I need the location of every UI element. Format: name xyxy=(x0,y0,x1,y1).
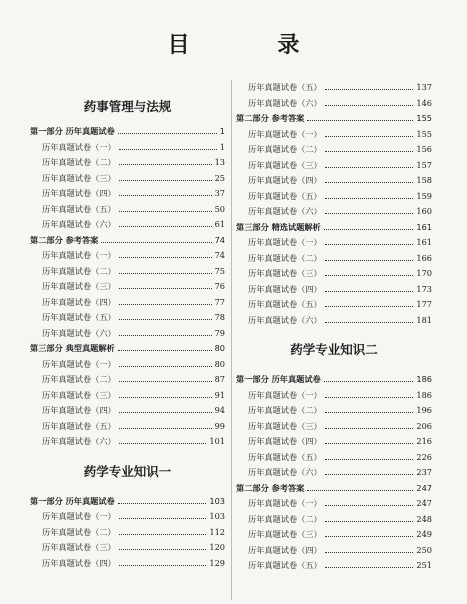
page-number: 37 xyxy=(214,188,225,198)
toc-item-entry[interactable] xyxy=(30,279,225,295)
page-number: 91 xyxy=(214,389,225,400)
entry-label: 历年真题试卷（五） xyxy=(248,451,322,462)
leader-dots xyxy=(119,155,212,165)
leader-dots xyxy=(119,202,212,212)
page-number: 226 xyxy=(416,451,432,462)
page-number: 80 xyxy=(214,358,225,369)
entry-label: 历年真题试卷（四） xyxy=(248,436,322,446)
entry-label: 第三部分 典型真题解析 xyxy=(30,343,115,353)
leader-dots xyxy=(119,171,212,181)
page-number: 159 xyxy=(416,190,432,201)
entry-label: 历年真题试卷（三） xyxy=(248,159,322,170)
page-number: 103 xyxy=(209,495,225,506)
entry-label: 第一部分 历年真题试卷 xyxy=(30,495,115,506)
leader-dots xyxy=(118,341,212,351)
leader-dots xyxy=(325,158,414,168)
entry-label: 历年真题试卷（四） xyxy=(42,405,116,415)
toc-item-entry[interactable] xyxy=(30,326,225,342)
toc-item-entry[interactable] xyxy=(236,189,432,205)
leader-dots xyxy=(119,186,212,196)
toc-item-entry[interactable] xyxy=(30,357,225,373)
leader-dots xyxy=(325,450,414,460)
toc-part-entry[interactable] xyxy=(236,111,432,127)
entry-label: 历年真题试卷（六） xyxy=(42,436,116,446)
toc-item-entry[interactable] xyxy=(236,204,432,220)
toc-item-entry[interactable] xyxy=(30,419,225,435)
entry-label: 历年真题试卷（二） xyxy=(42,265,116,276)
entry-label: 第二部分 参考答案 xyxy=(236,482,305,493)
toc-part-entry[interactable] xyxy=(236,372,432,388)
entry-label: 历年真题试卷（四） xyxy=(42,296,116,307)
entry-label: 历年真题试卷（六） xyxy=(42,327,116,338)
entry-label: 历年真题试卷（四） xyxy=(248,175,322,185)
page-number: 74 xyxy=(214,250,225,260)
page-number: 74 xyxy=(214,234,225,245)
toc-item-entry[interactable] xyxy=(236,403,432,419)
entry-label: 历年真题试卷（一） xyxy=(248,237,322,247)
page-number: 158 xyxy=(416,175,432,185)
toc-item-entry[interactable] xyxy=(236,527,432,543)
leader-dots xyxy=(325,235,414,245)
leader-dots xyxy=(325,313,414,323)
leader-dots xyxy=(119,310,212,320)
toc-item-entry[interactable] xyxy=(236,266,432,282)
toc-item-entry[interactable] xyxy=(30,310,225,326)
leader-dots xyxy=(325,527,414,537)
page-number: 160 xyxy=(416,206,432,216)
leader-dots xyxy=(119,264,212,274)
leader-dots xyxy=(324,220,414,230)
toc-item-entry[interactable] xyxy=(236,282,432,298)
leader-dots xyxy=(325,127,414,137)
leader-dots xyxy=(325,251,414,261)
toc-item-entry[interactable] xyxy=(236,558,432,574)
entry-label: 历年真题试卷（五） xyxy=(248,560,322,570)
page-number: 112 xyxy=(209,526,225,537)
toc-item-entry[interactable] xyxy=(236,450,432,466)
entry-label: 历年真题试卷（六） xyxy=(248,314,322,325)
entry-label: 历年真题试卷（五） xyxy=(42,203,116,214)
leader-dots xyxy=(119,509,207,519)
page-number: 146 xyxy=(416,97,432,108)
leader-dots xyxy=(119,279,212,289)
page-number: 177 xyxy=(416,299,432,309)
section-title: 药事管理与法规 xyxy=(83,99,172,114)
toc-item-entry[interactable] xyxy=(30,264,225,280)
toc-item-entry[interactable] xyxy=(236,496,432,512)
leader-dots xyxy=(119,295,212,305)
page-number: 1 xyxy=(219,126,225,136)
page-number: 76 xyxy=(214,281,225,291)
entry-label: 历年真题试卷（三） xyxy=(42,389,116,400)
column-divider xyxy=(231,80,232,600)
leader-dots xyxy=(307,111,413,121)
toc-item-entry[interactable] xyxy=(236,142,432,158)
toc-item-entry[interactable] xyxy=(236,313,432,329)
page-number: 1 xyxy=(219,141,225,152)
page-number: 156 xyxy=(416,144,432,154)
toc-part-entry[interactable] xyxy=(30,124,225,140)
toc-item-entry[interactable] xyxy=(30,388,225,404)
toc-right-column xyxy=(236,80,432,574)
page-number: 77 xyxy=(214,296,225,307)
leader-dots xyxy=(325,465,414,475)
page-number: 157 xyxy=(416,159,432,170)
page-number: 186 xyxy=(416,374,432,384)
leader-dots xyxy=(101,233,211,243)
leader-dots xyxy=(325,434,414,444)
entry-label: 历年真题试卷（三） xyxy=(42,281,116,291)
page-number: 61 xyxy=(214,219,225,229)
toc-item-entry[interactable] xyxy=(236,158,432,174)
page-number: 248 xyxy=(416,513,432,524)
entry-label: 历年真题试卷（二） xyxy=(248,144,322,154)
entry-label: 历年真题试卷（二） xyxy=(248,405,322,415)
page-number: 78 xyxy=(214,312,225,322)
entry-label: 历年真题试卷（一） xyxy=(42,141,116,152)
leader-dots xyxy=(325,558,414,568)
toc-item-entry[interactable] xyxy=(236,512,432,528)
toc-part-entry[interactable] xyxy=(30,233,225,249)
toc-item-entry[interactable] xyxy=(30,434,225,450)
page-number: 170 xyxy=(416,268,432,278)
toc-item-entry[interactable] xyxy=(30,140,225,156)
entry-label: 第一部分 历年真题试卷 xyxy=(30,126,115,136)
entry-label: 第二部分 参考答案 xyxy=(236,113,305,123)
toc-item-entry[interactable] xyxy=(30,540,225,556)
page-number: 216 xyxy=(416,436,432,446)
leader-dots xyxy=(325,419,414,429)
entry-label: 历年真题试卷（三） xyxy=(248,268,322,278)
page-number: 120 xyxy=(209,542,225,552)
page-number: 103 xyxy=(209,511,225,521)
entry-label: 历年真题试卷（三） xyxy=(42,172,116,183)
page-number: 249 xyxy=(416,529,432,539)
page-number: 79 xyxy=(214,327,225,338)
entry-label: 历年真题试卷（六） xyxy=(248,467,322,477)
entry-label: 历年真题试卷（一） xyxy=(248,498,322,508)
leader-dots xyxy=(325,173,414,183)
entry-label: 历年真题试卷（五） xyxy=(248,190,322,201)
leader-dots xyxy=(119,357,212,367)
toc-item-entry[interactable] xyxy=(236,434,432,450)
page-number: 181 xyxy=(416,314,432,325)
page-number: 173 xyxy=(416,283,432,294)
page-number: 87 xyxy=(214,374,225,384)
leader-dots xyxy=(119,217,212,227)
entry-label: 历年真题试卷（五） xyxy=(248,82,322,92)
leader-dots xyxy=(325,496,414,506)
page-number: 101 xyxy=(209,436,225,446)
page-number: 166 xyxy=(416,252,432,263)
leader-dots xyxy=(325,142,414,152)
leader-dots xyxy=(118,124,217,134)
leader-dots xyxy=(325,297,414,307)
page-number: 80 xyxy=(214,343,225,353)
page-number: 50 xyxy=(214,203,225,214)
page-number: 99 xyxy=(214,420,225,431)
toc-item-entry[interactable] xyxy=(236,388,432,404)
section-title: 药学专业知识一 xyxy=(83,463,172,479)
toc-item-entry[interactable] xyxy=(236,297,432,313)
entry-label: 历年真题试卷（二） xyxy=(42,526,116,537)
toc-part-entry[interactable] xyxy=(30,341,225,357)
entry-label: 第一部分 历年真题试卷 xyxy=(236,374,321,384)
toc-item-entry[interactable] xyxy=(236,543,432,559)
leader-dots xyxy=(324,372,414,382)
entry-label: 历年真题试卷（一） xyxy=(42,511,116,521)
toc-item-entry[interactable] xyxy=(30,295,225,311)
page-number: 155 xyxy=(416,113,432,123)
toc-item-entry[interactable] xyxy=(30,171,225,187)
leader-dots xyxy=(119,525,207,535)
page-number: 155 xyxy=(416,128,432,139)
toc-item-entry[interactable] xyxy=(236,251,432,267)
toc-item-entry[interactable] xyxy=(30,372,225,388)
leader-dots xyxy=(119,556,207,566)
leader-dots xyxy=(119,140,217,150)
leader-dots xyxy=(119,403,212,413)
toc-item-entry[interactable] xyxy=(30,217,225,233)
entry-label: 历年真题试卷（一） xyxy=(42,358,116,369)
entry-label: 历年真题试卷（二） xyxy=(248,513,322,524)
page-number: 137 xyxy=(416,82,432,92)
leader-dots xyxy=(325,189,414,199)
leader-dots xyxy=(119,388,212,398)
leader-dots xyxy=(119,248,212,258)
leader-dots xyxy=(325,204,414,214)
entry-label: 历年真题试卷（二） xyxy=(248,252,322,263)
leader-dots xyxy=(325,543,414,553)
entry-label: 历年真题试卷（三） xyxy=(248,529,322,539)
leader-dots xyxy=(119,372,212,382)
entry-label: 历年真题试卷（六） xyxy=(248,97,322,108)
leader-dots xyxy=(325,403,414,413)
toc-item-entry[interactable] xyxy=(30,248,225,264)
toc-part-entry[interactable] xyxy=(236,481,432,497)
entry-label: 历年真题试卷（三） xyxy=(42,542,116,552)
leader-dots xyxy=(307,481,413,491)
toc-item-entry[interactable] xyxy=(30,202,225,218)
toc-item-entry[interactable] xyxy=(236,235,432,251)
page-number: 247 xyxy=(416,498,432,508)
page-number: 75 xyxy=(214,265,225,276)
toc-part-entry[interactable] xyxy=(236,220,432,236)
leader-dots xyxy=(325,96,414,106)
page-number: 161 xyxy=(416,221,432,232)
toc-item-entry[interactable] xyxy=(30,509,225,525)
page-number: 94 xyxy=(214,405,225,415)
page-number: 237 xyxy=(416,467,432,477)
entry-label: 历年真题试卷（六） xyxy=(42,219,116,229)
entry-label: 历年真题试卷（四） xyxy=(42,188,116,198)
page-title: 目 录 xyxy=(167,33,340,58)
page-number: 206 xyxy=(416,420,432,431)
entry-label: 历年真题试卷（三） xyxy=(248,420,322,431)
page-number: 247 xyxy=(416,482,432,493)
entry-label: 历年真题试卷（四） xyxy=(42,557,116,568)
leader-dots xyxy=(119,419,212,429)
entry-label: 历年真题试卷（五） xyxy=(42,420,116,431)
entry-label: 历年真题试卷（一） xyxy=(248,128,322,139)
entry-label: 历年真题试卷（四） xyxy=(248,544,322,555)
entry-label: 历年真题试卷（一） xyxy=(42,250,116,260)
page-number: 186 xyxy=(416,389,432,400)
section-title: 药学专业知识二 xyxy=(290,342,378,357)
leader-dots xyxy=(119,540,207,550)
leader-dots xyxy=(325,282,414,292)
page-number: 13 xyxy=(214,157,225,167)
toc-item-entry[interactable] xyxy=(30,155,225,171)
leader-dots xyxy=(119,434,207,444)
entry-label: 历年真题试卷（四） xyxy=(248,283,322,294)
entry-label: 第三部分 精选试题解析 xyxy=(236,221,321,232)
toc-item-entry[interactable] xyxy=(30,186,225,202)
leader-dots xyxy=(118,494,207,504)
toc-part-entry[interactable] xyxy=(30,494,225,510)
toc-item-entry[interactable] xyxy=(236,80,432,96)
entry-label: 历年真题试卷（二） xyxy=(42,157,116,167)
entry-label: 历年真题试卷（二） xyxy=(42,374,116,384)
leader-dots xyxy=(325,266,414,276)
page-number: 129 xyxy=(209,557,225,568)
page-number: 25 xyxy=(214,172,225,183)
toc-item-entry[interactable] xyxy=(30,525,225,541)
toc-left-column xyxy=(30,90,225,571)
leader-dots xyxy=(325,80,414,90)
entry-label: 历年真题试卷（五） xyxy=(248,299,322,309)
page-number: 196 xyxy=(416,405,432,415)
toc-item-entry[interactable] xyxy=(30,556,225,572)
page-number: 161 xyxy=(416,237,432,247)
page-number: 250 xyxy=(416,544,432,555)
toc-item-entry[interactable] xyxy=(236,465,432,481)
toc-item-entry[interactable] xyxy=(236,173,432,189)
toc-item-entry[interactable] xyxy=(236,127,432,143)
leader-dots xyxy=(325,388,414,398)
toc-item-entry[interactable] xyxy=(30,403,225,419)
leader-dots xyxy=(325,512,414,522)
entry-label: 历年真题试卷（五） xyxy=(42,312,116,322)
toc-item-entry[interactable] xyxy=(236,96,432,112)
entry-label: 第二部分 参考答案 xyxy=(30,234,99,245)
entry-label: 历年真题试卷（一） xyxy=(248,389,322,400)
toc-item-entry[interactable] xyxy=(236,419,432,435)
page-number: 251 xyxy=(416,560,432,570)
leader-dots xyxy=(119,326,212,336)
entry-label: 历年真题试卷（六） xyxy=(248,206,322,216)
